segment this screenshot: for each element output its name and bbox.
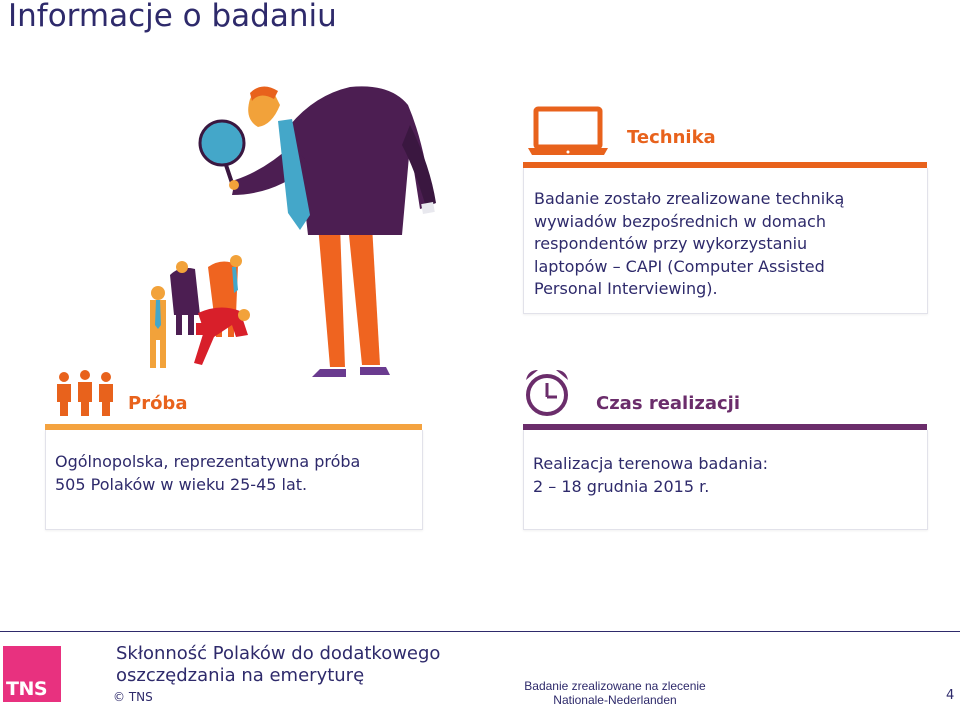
laptop-icon xyxy=(526,106,610,156)
technika-title: Technika xyxy=(627,127,716,148)
page-number: 4 xyxy=(946,688,955,703)
footer-title-line: oszczędzania na emeryturę xyxy=(116,665,365,686)
czas-line: 2 – 18 grudnia 2015 r. xyxy=(533,476,710,496)
proba-title: Próba xyxy=(128,393,188,414)
proba-line: 505 Polaków w wieku 25-45 lat. xyxy=(55,474,308,494)
technika-line: respondentów przy wykorzystaniu xyxy=(534,234,808,253)
technika-line: laptopów – CAPI (Computer Assisted xyxy=(534,256,825,276)
footer-title-line: Skłonność Polaków do dodatkowego xyxy=(116,643,441,664)
czas-line: Realizacja terenowa badania: xyxy=(533,454,769,473)
alarm-clock-icon xyxy=(522,367,572,419)
technika-line: Personal Interviewing). xyxy=(534,279,718,298)
magnifying-glass-people-illustration xyxy=(140,85,450,380)
proba-line: Ogólnopolska, reprezentatywna próba xyxy=(55,452,361,471)
czas-text xyxy=(533,453,918,498)
people-icon xyxy=(55,370,115,418)
commission-note xyxy=(520,679,710,707)
copyright: © TNS xyxy=(113,690,153,704)
commission-line: Badanie zrealizowane na zlecenie xyxy=(524,679,706,693)
proba-text xyxy=(55,451,415,496)
tns-logo xyxy=(3,646,61,702)
technika-line: wywiadów bezpośrednich w domach xyxy=(534,211,826,231)
commission-line: Nationale-Nederlanden xyxy=(553,693,677,707)
technika-line: Badanie zostało zrealizowane techniką xyxy=(534,189,845,208)
footer-divider xyxy=(0,631,960,632)
tns-logo-text: TNS xyxy=(6,678,48,700)
page-title: Informacje o badaniu xyxy=(8,0,337,34)
czas-title: Czas realizacji xyxy=(596,393,741,414)
technika-text xyxy=(534,188,919,301)
footer-title xyxy=(116,643,440,687)
